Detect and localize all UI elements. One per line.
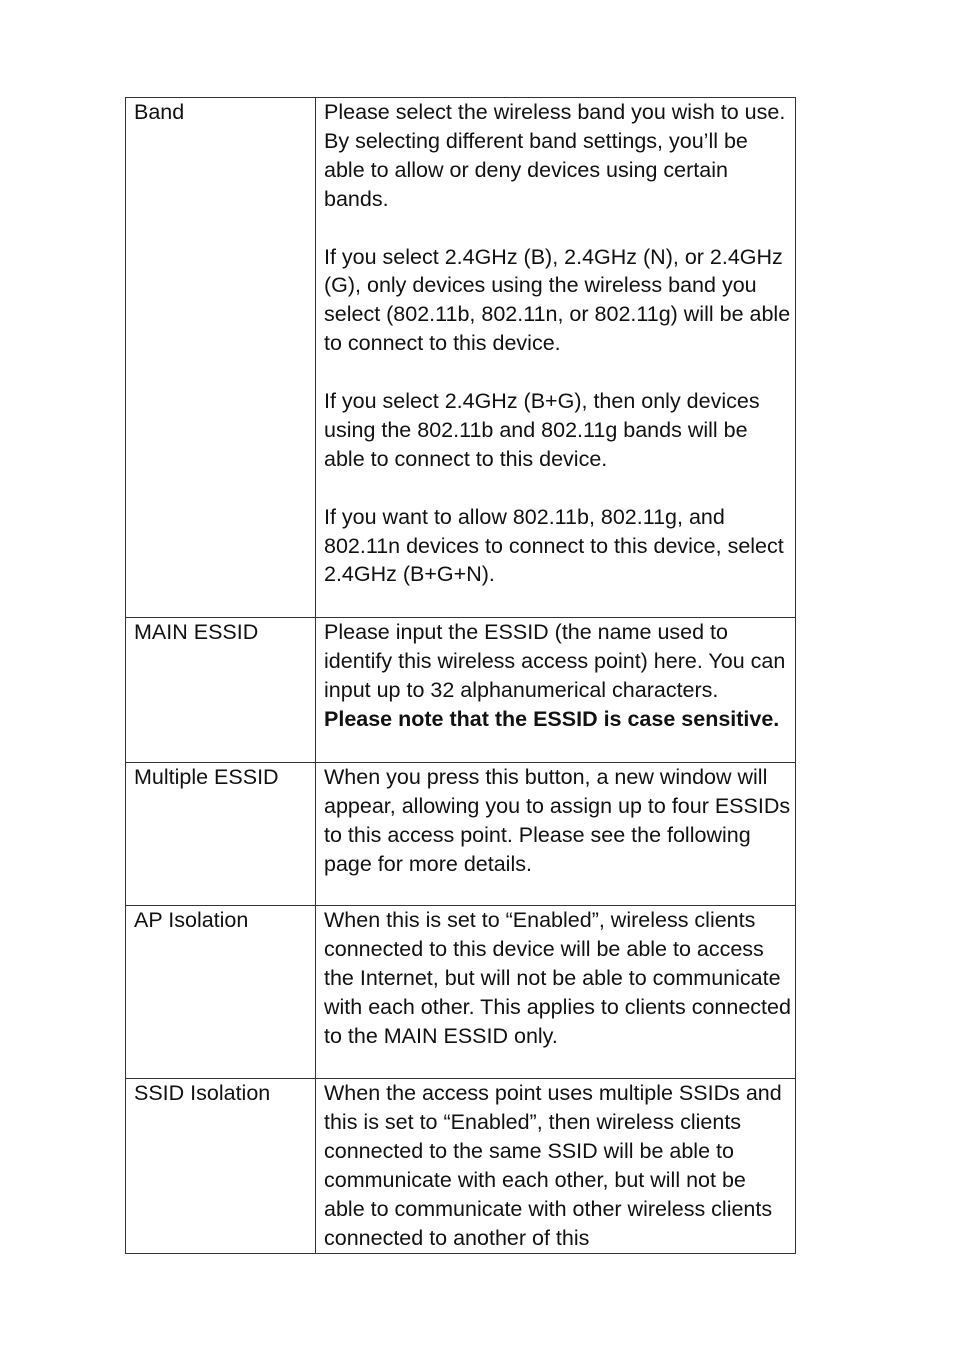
description-paragraph: If you select 2.4GHz (B+G), then only devices using the 802.11b and 802.11g bands will be able to connect to this device. bbox=[324, 389, 760, 471]
term-cell: SSID Isolation bbox=[126, 1079, 316, 1254]
term-cell: MAIN ESSID bbox=[126, 618, 316, 763]
description-cell: When you press this button, a new window will appear, allowing you to assign up to four ESSIDs to this access point. Please see the following page for more details. bbox=[316, 763, 796, 906]
description-text: Please input the ESSID (the name used to identify this wireless access point) here. You can input up to 32 alphanumerical characters. bbox=[324, 620, 786, 702]
table-row-band bbox=[126, 98, 796, 618]
table-row-multiple-essid bbox=[126, 763, 796, 906]
table-row-ssid-isolation bbox=[126, 1079, 796, 1254]
description-paragraph: If you select 2.4GHz (B), 2.4GHz (N), or 2.4GHz (G), only devices using the wireless band you select (802.11b, 802.11n, or 802.11g) will be able to connect to this device. bbox=[324, 244, 791, 356]
table-row-main-essid bbox=[126, 618, 796, 763]
case-sensitive-note: Please note that the ESSID is case sensitive. bbox=[324, 706, 780, 731]
table-row-ap-isolation bbox=[126, 906, 796, 1079]
description-cell bbox=[316, 98, 796, 618]
term-cell: Band bbox=[126, 98, 316, 618]
settings-description-table bbox=[125, 97, 796, 1254]
description-paragraph: Please select the wireless band you wish to use. By selecting different band settings, you’ll be able to allow or deny devices using certain bands. bbox=[324, 100, 786, 211]
term-cell: Multiple ESSID bbox=[126, 763, 316, 906]
term-cell: AP Isolation bbox=[126, 906, 316, 1079]
description-paragraph: If you want to allow 802.11b, 802.11g, and 802.11n devices to connect to this device, select 2.4GHz (B+G+N). bbox=[324, 504, 784, 587]
description-cell: When the access point uses multiple SSIDs and this is set to “Enabled”, then wireless clients connected to the same SSID will be able to communicate with each other, but will not be able to communicate with other wireless clients connected to another of this bbox=[316, 1079, 796, 1254]
description-cell bbox=[316, 618, 796, 763]
description-cell: When this is set to “Enabled”, wireless clients connected to this device will be able to access the Internet, but will not be able to communicate with each other. This applies to clients connected to the MAIN ESSID only. bbox=[316, 906, 796, 1079]
